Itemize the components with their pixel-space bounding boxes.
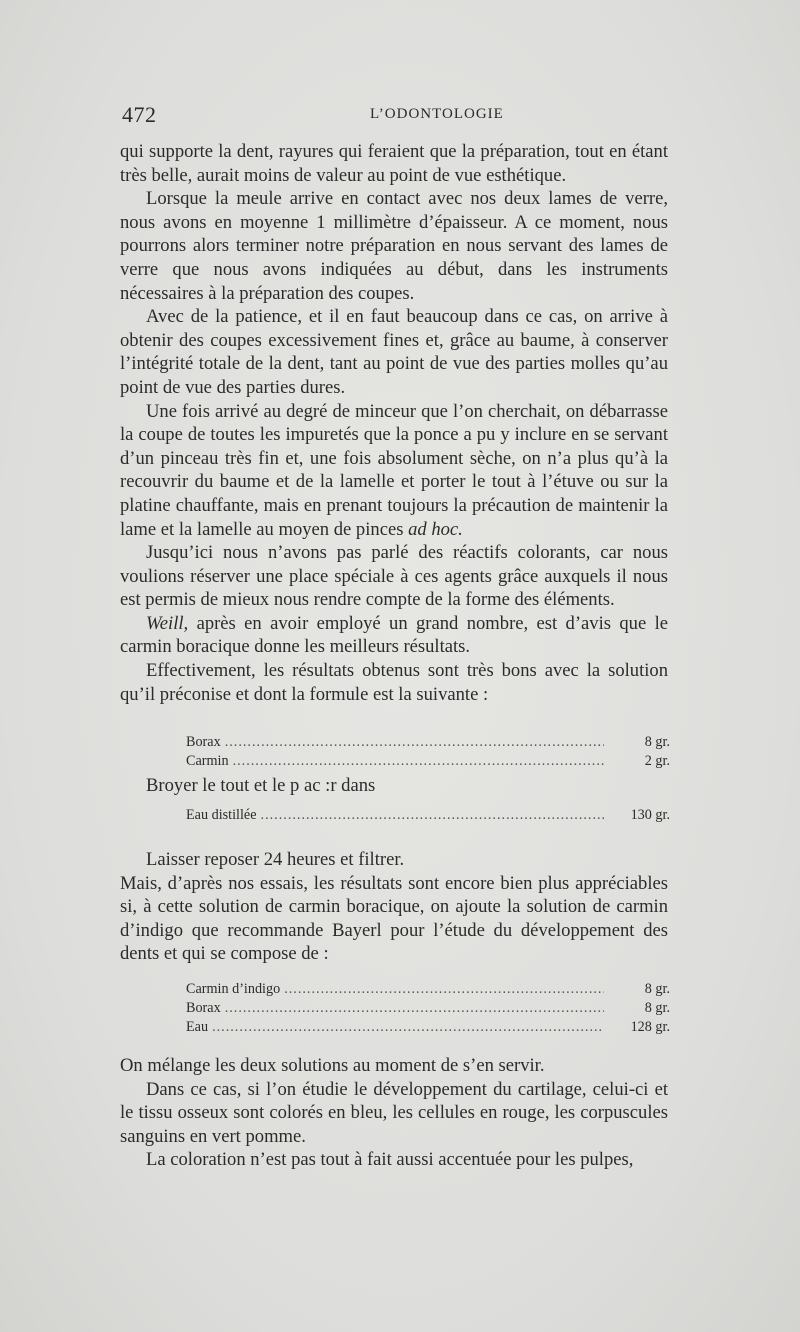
paragraph: Jusqu’ici nous n’avons pas parlé des réactifs colorants, car nous voulions réserver une place spéciale à ces agents grâce auxquels il nous est permis de mieux nous rendre compte de la forme des éléments. [120, 542, 668, 611]
body-text-top [120, 140, 668, 706]
body-text-middle [120, 848, 668, 966]
running-title: L’ODONTOLOGIE [370, 106, 504, 122]
ingredient-name: Eau [186, 1019, 209, 1035]
paragraph: qui supporte la dent, rayures qui feraient que la préparation, tout en étant très belle, aurait moins de valeur au point de vue esthétique. [120, 141, 668, 186]
ingredient-name: Eau distillée [186, 807, 257, 823]
ingredient-quantity: 128 gr. [630, 1019, 670, 1035]
paragraph: Lorsque la meule arrive en contact avec nos deux lames de verre, nous avons en moyenne 1 millimètre d’épaisseur. A ce moment, nous pourrons alors terminer notre préparation en nous servant des lames de verre que nous avons indiquées au début, dans les instruments nécessaires à la préparation des coupes. [120, 188, 668, 304]
formula-row [186, 999, 670, 1018]
ingredient-quantity: 2 gr. [644, 753, 670, 769]
ingredient-name: Carmin d’indigo [186, 981, 281, 997]
leader-dots [225, 733, 604, 752]
page-header [122, 102, 670, 132]
ingredient-name: Carmin [186, 753, 229, 769]
leader-dots [225, 999, 604, 1018]
formula-row [186, 733, 670, 752]
formula-eau-distillee [186, 806, 670, 825]
paragraph: Dans ce cas, si l’on étudie le développement du cartilage, celui-ci et le tissu osseux sont colorés en bleu, les cellules en rouge, les corpuscules sanguins en vert pomme. [120, 1078, 668, 1147]
ingredient-name: Borax [186, 1000, 221, 1016]
leader-dots [261, 806, 604, 825]
paragraph: Effectivement, les résultats obtenus sont très bons avec la solution qu’il préconise et dont la formule est la suivante : [120, 660, 668, 705]
formula-carmin-indigo [186, 980, 670, 1037]
formula-carmin-boracique [186, 733, 670, 771]
paragraph: La coloration n’est pas tout à fait aussi accentuée pour les pulpes, [146, 1149, 634, 1171]
leader-dots [212, 1018, 604, 1037]
paragraph [120, 612, 668, 659]
ingredient-name: Borax [186, 734, 221, 750]
italic-ad-hoc: ad hoc. [408, 518, 463, 540]
paragraph-text: Une fois arrivé au degré de minceur que l’on cherchait, on débarrasse la coupe de toutes les impuretés que la ponce a pu y inclure en se servant d’un pinceau très fin et, une fois absolument sèche, on n’a plus qu’à la recouvrir du baume et de la lamelle et porter le tout à l’étuve ou sur la platine chauffante, mais en prenant toujours la précaution de maintenir la lame et la lamelle au moyen de pinces [120, 400, 668, 540]
ingredient-quantity: 8 gr. [644, 981, 670, 997]
page-number: 472 [122, 102, 157, 127]
ingredient-quantity: 8 gr. [644, 734, 670, 750]
formula-row [186, 752, 670, 771]
paragraph: Avec de la patience, et il en faut beaucoup dans ce cas, on arrive à obtenir des coupes excessivement fines et, grâce au baume, à conserver l’intégrité totale de la dent, tant au point de vue des parties molles qu’au point de vue des parties dures. [120, 306, 668, 398]
instruction-line: Broyer le tout et le p ac :r dans [146, 775, 376, 796]
formula-row [186, 806, 670, 825]
leader-dots [284, 980, 604, 999]
ingredient-quantity: 8 gr. [644, 1000, 670, 1016]
paragraph: Mais, d’après nos essais, les résultats sont encore bien plus appréciables si, à cette solution de carmin boracique, on ajoute la solution de carmin d’indigo que recommande Bayerl pour l’étude du développement des dents et qui se compose de : [120, 872, 668, 965]
paragraph [120, 400, 668, 542]
ingredient-quantity: 130 gr. [630, 807, 670, 823]
paragraph: Laisser reposer 24 heures et filtrer. [146, 849, 405, 870]
formula-row [186, 980, 670, 999]
italic-weill: Weill, [146, 612, 189, 634]
leader-dots [233, 752, 604, 771]
paragraph: On mélange les deux solutions au moment de s’en servir. [120, 1055, 545, 1076]
body-text-bottom [120, 1054, 668, 1172]
formula-row [186, 1018, 670, 1037]
paragraph-text: après en avoir employé un grand nombre, est d’avis que le carmin boracique donne les meilleurs résultats. [120, 612, 668, 658]
